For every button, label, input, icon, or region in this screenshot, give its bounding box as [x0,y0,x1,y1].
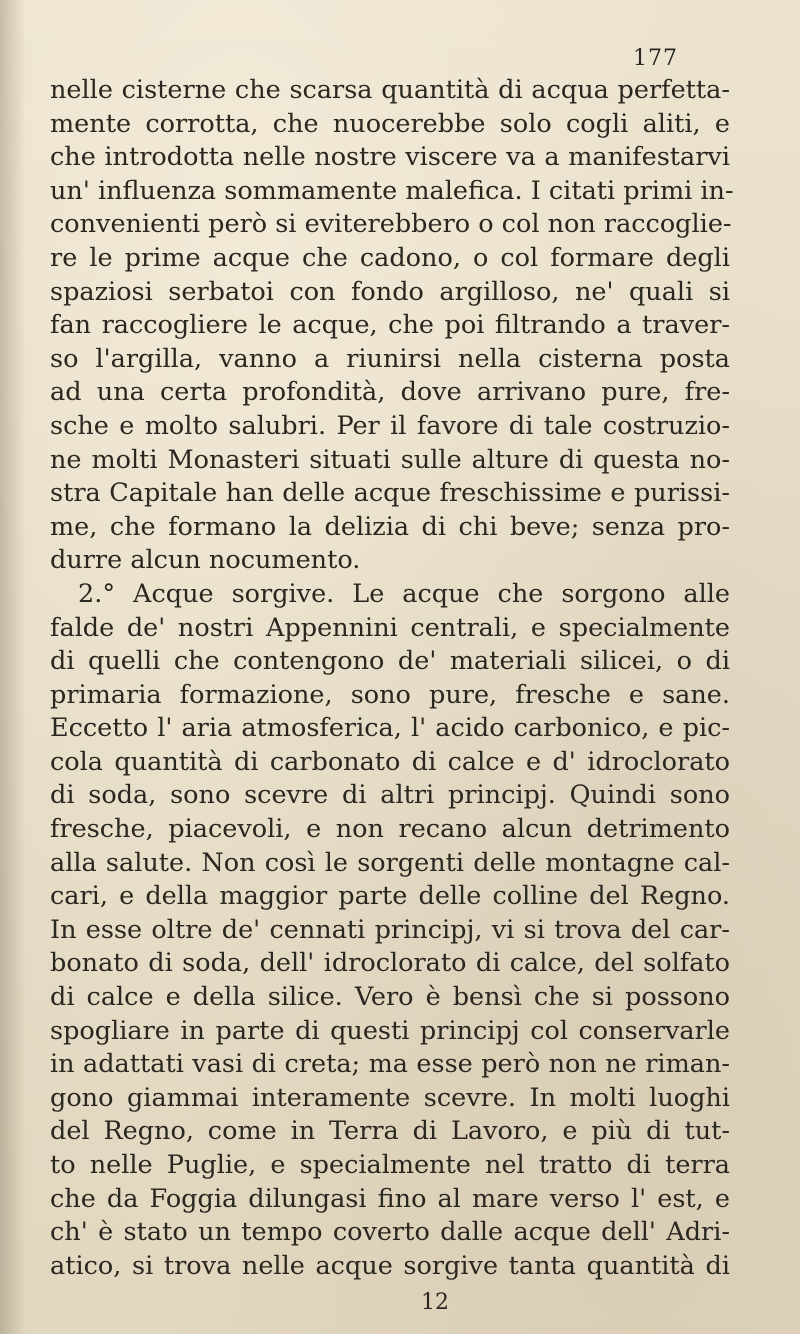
text-line: to nelle Puglie, e specialmente nel tratto di terra [50,1150,730,1180]
text-line: sche e molto salubri. Per il favore di tale costruzio- [50,410,730,441]
text-line: alla salute. Non così le sorgenti delle montagne cal- [50,847,730,878]
text-line: mente corrotta, che nuocerebbe solo cogli aliti, e [50,108,730,139]
signature-mark: 12 [421,1290,449,1315]
page-gutter-shadow [0,0,26,1334]
text-line: del Regno, come in Terra di Lavoro, e più di tut- [50,1116,730,1147]
text-line: di quelli che contengono de' materiali silicei, o di [50,646,730,677]
text-line: ad una certa profondità, dove arrivano pure, fre- [50,377,730,408]
text-line: so l'argilla, vanno a riunirsi nella cisterna posta [50,343,730,374]
text-line: fresche, piacevoli, e non recano alcun detrimento [50,814,730,845]
text-line: nelle cisterne che scarsa quantità di acqua perfetta- [50,75,730,105]
text-line: convenienti però si eviterebbero o col non raccoglie- [50,209,732,240]
text-line: me, che formano la delizia di chi beve; senza pro- [50,511,730,542]
text-line: di calce e della silice. Vero è bensì che si possono [50,982,730,1013]
text-line: che da Foggia dilungasi fino al mare verso l' est, e [50,1183,730,1214]
text-line: durre alcun nocumento. [50,545,361,576]
text-line: Eccetto l' aria atmosferica, l' acido carbonico, e pic- [50,713,730,744]
text-line: di soda, sono scevre di altri principj. Quindi sono [50,780,730,811]
text-line: un' influenza sommamente malefica. I citati primi in- [50,175,734,206]
text-line: bonato di soda, dell' idroclorato di calce, del solfato [50,948,730,979]
text-line: che introdotta nelle nostre viscere va a manifestarvi [50,142,730,173]
text-line: in adattati vasi di creta; ma esse però non ne riman- [50,1049,730,1080]
body-text [50,74,734,1283]
text-line: spaziosi serbatoi con fondo argilloso, ne' quali si [50,276,730,307]
text-line: falde de' nostri Appennini centrali, e specialmente [50,612,730,643]
text-line: stra Capitale han delle acque freschissime e purissi- [50,478,730,509]
section-heading-line: 2.° Acque sorgive. Le acque che sorgono alle [78,578,730,609]
text-line: spogliare in parte di questi principj col conservarle [50,1015,730,1046]
text-line: cari, e della maggior parte delle colline del Regno. [50,881,730,912]
text-line: fan raccogliere le acque, che poi filtrando a traver- [50,310,730,341]
text-line: ch' è stato un tempo coverto dalle acque dell' Adri- [50,1217,730,1248]
text-line: gono giammai interamente scevre. In molti luoghi [50,1082,730,1113]
text-line: ne molti Monasteri situati sulle alture di questa no- [50,444,730,475]
text-line: primaria formazione, sono pure, fresche e sane. [50,679,730,710]
text-line: cola quantità di carbonato di calce e d' idroclorato [50,746,730,777]
text-line: re le prime acque che cadono, o col formare degli [50,242,730,273]
text-line: In esse oltre de' cennati principj, vi si trova del car- [50,914,730,945]
text-line: atico, si trova nelle acque sorgive tanta quantità di [50,1250,730,1281]
page-number: 177 [633,46,678,71]
